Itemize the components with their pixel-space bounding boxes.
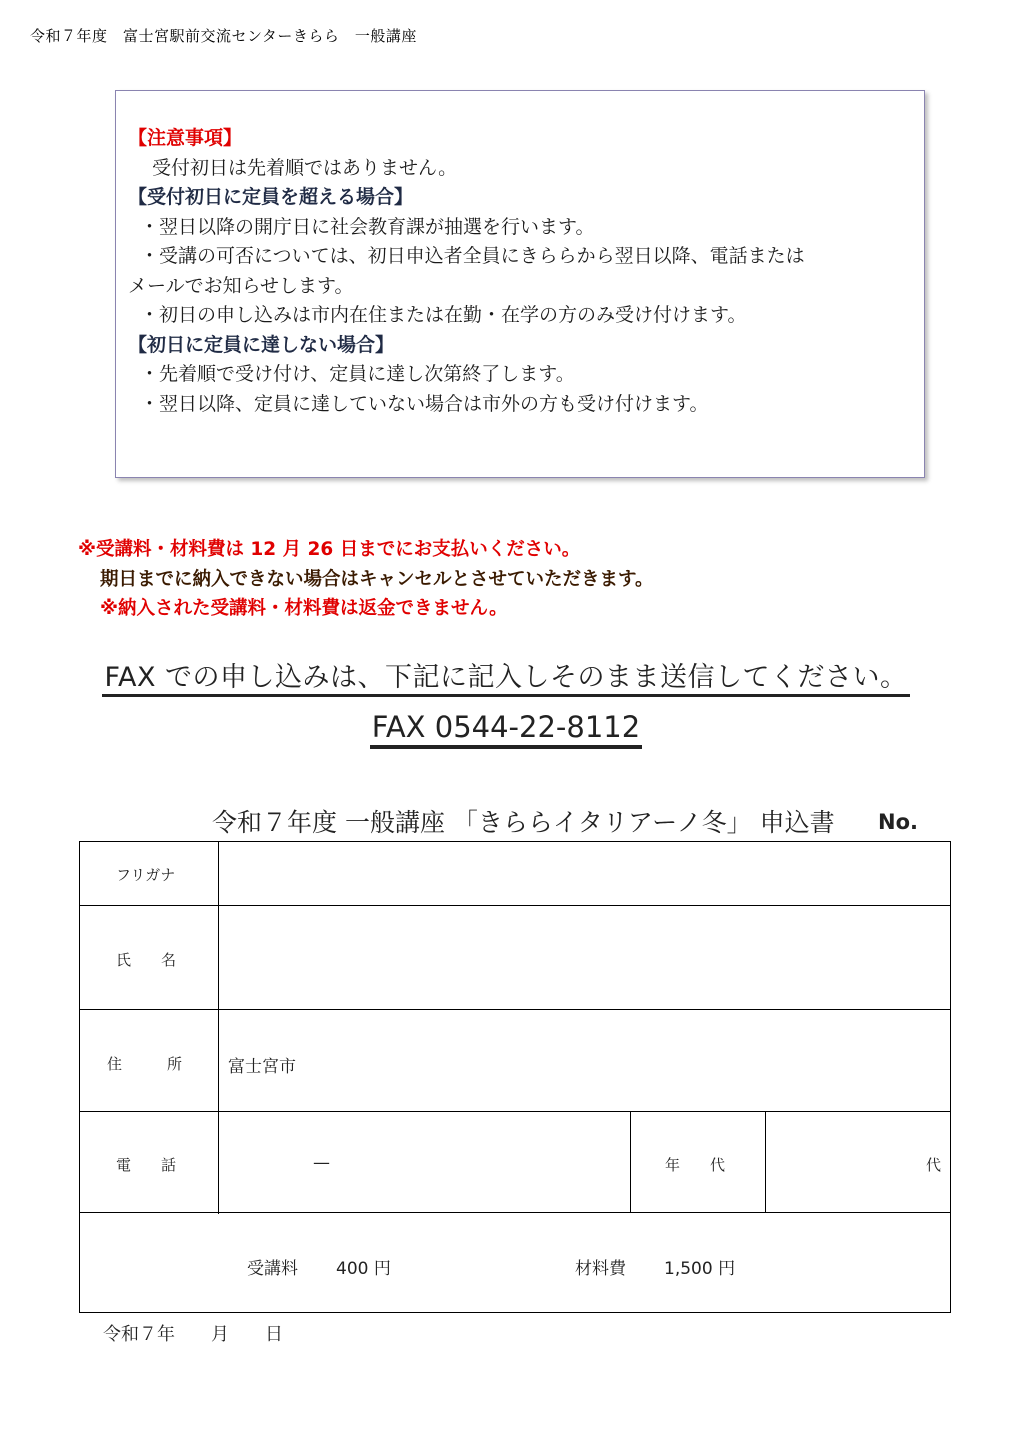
phone-label: 電 話	[116, 1156, 177, 1174]
fee-deadline-note: ※受講料・材料費は 12 月 26 日までにお支払いください。	[78, 539, 581, 560]
address-value: 富士宮市	[228, 1057, 296, 1077]
age-label: 年 代	[665, 1156, 726, 1174]
notice-line-notification-cont: メールでお知らせします。	[128, 274, 354, 297]
application-form-table	[79, 841, 951, 1313]
notice-heading-caution: 【注意事項】	[128, 127, 243, 149]
fax-instruction	[0, 660, 1012, 696]
phone-dash: —	[313, 1153, 330, 1173]
phone-age-divider	[630, 1111, 631, 1213]
notice-line-first-day: 受付初日は先着順ではありません。	[152, 156, 458, 179]
row-divider	[80, 1009, 950, 1010]
notice-content	[128, 124, 908, 419]
name-field[interactable]	[220, 908, 948, 1008]
row-divider	[80, 1111, 950, 1112]
address-label: 住 所	[107, 1055, 183, 1073]
notice-line-lottery: ・翌日以降の開庁日に社会教育課が抽選を行います。	[140, 215, 595, 238]
fee-label: 受講料	[247, 1259, 298, 1279]
notice-line-first-come: ・先着順で受け付け、定員に達し次第終了します。	[140, 363, 575, 385]
age-suffix: 代	[926, 1156, 942, 1174]
row-divider	[80, 1212, 950, 1213]
material-label: 材料費	[575, 1259, 626, 1279]
row-divider	[80, 905, 950, 906]
age-field[interactable]	[768, 1114, 918, 1212]
notice-heading-over-capacity: 【受付初日に定員を超える場合】	[128, 186, 414, 208]
no-refund-note: ※納入された受講料・材料費は返金できません。	[100, 598, 508, 619]
notice-line-non-residents: ・翌日以降、定員に達していない場合は市外の方も受け付けます。	[140, 392, 709, 415]
furigana-field[interactable]	[220, 844, 948, 904]
fee-notes	[78, 535, 654, 624]
age-label-divider	[765, 1111, 766, 1213]
notice-line-notification: ・受講の可否については、初日申込者全員にきららから翌日以降、電話または	[140, 245, 805, 267]
label-column-divider	[218, 842, 219, 1214]
fax-number	[0, 708, 1012, 746]
form-title: 令和７年度 一般講座 「きららイタリアーノ冬」 申込書	[212, 808, 835, 837]
page-header: 令和７年度 富士宮駅前交流センターきらら 一般講座	[30, 27, 417, 45]
form-number-label: No.	[878, 810, 918, 834]
furigana-label: フリガナ	[116, 866, 176, 884]
notice-line-residents-only: ・初日の申し込みは市内在住または在勤・在学の方のみ受け付けます。	[140, 304, 747, 326]
address-field[interactable]	[310, 1012, 948, 1110]
fee-value: 400 円	[336, 1259, 391, 1279]
material-value: 1,500 円	[664, 1259, 736, 1279]
fax-number-text: FAX 0544-22-8112	[370, 710, 642, 749]
date-line: 令和７年 月 日	[103, 1324, 283, 1345]
fax-instruction-text: FAX での申し込みは、下記に記入しそのまま送信してください。	[102, 662, 909, 697]
cancel-note: 期日までに納入できない場合はキャンセルとさせていただきます。	[100, 568, 654, 590]
phone-field[interactable]	[220, 1114, 628, 1212]
name-label: 氏 名	[116, 951, 177, 969]
notice-heading-under-capacity: 【初日に定員に達しない場合】	[128, 333, 395, 356]
